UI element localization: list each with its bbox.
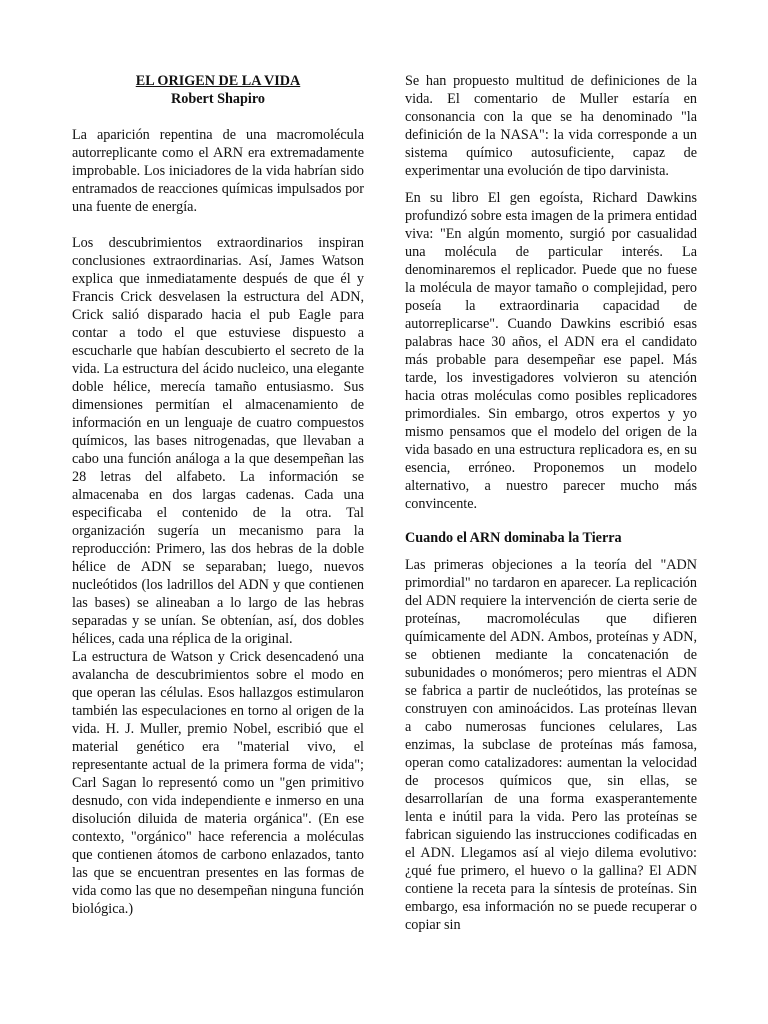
right-column	[405, 72, 697, 934]
paragraph-objections: Las primeras objeciones a la teoría del "ADN primordial" no tardaron en aparecer. La replicación del ADN requiere la intervención de cierta serie de proteínas, macromoléculas que difieren químicamente del ADN. Ambos, proteínas y ADN, se obtienen mediante la concatenación de subunidades o monómeros; pero mientras el ADN se fabrica a partir de nucleótidos, las proteínas se construyen con aminoácidos. Las proteínas llevan a cabo numerosas funciones celulares, Las enzimas, la subclase de proteínas más famosa, operan como catalizadores: aumentan la velocidad de procesos químicos que, sin ellas, se desarrollarían de una forma exasperantemente lenta e inútil para la vida. Pero las proteínas se fabrican siguiendo las instrucciones codificadas en el ADN. Llegamos así al viejo dilema evolutivo: ¿qué fue primero, el huevo o la gallina? El ADN contiene la receta para la síntesis de proteínas. Sin embargo, esa información no se puede recuperar o copiar sin	[405, 557, 697, 933]
paragraph-dawkins: En su libro El gen egoísta, Richard Dawkins profundizó sobre esta imagen de la primera entidad viva: "En algún momento, surgió por casualidad una molécula de particular interés. La denominaremos el replicador. Puede que no fuese la molécula de mayor tamaño o complejidad, pero poseía la extraordinaria capacidad de autorreplicarse". Cuando Dawkins escribió esas palabras hace 30 años, el ADN era el candidato más probable para desempeñar ese papel. Más tarde, los investigadores volvieron su atención hacia otras moléculas como posibles replicadores primordiales. Sin embargo, otros expertos y yo mismo pensamos que el modelo del origen de la vida basado en una estructura replicadora es, en su esencia, erróneo. Proponemos un modelo alternativo, a nuestro parecer mucho más convincente.	[405, 190, 697, 512]
paragraph-discoveries: Los descubrimientos extraordinarios inspiran conclusiones extraordinarias. Así, James Watson explica que inmediatamente después de que él y Francis Crick desvelasen la estructura del ADN, Crick salió disparado hacia el pub Eagle para contar a todo el que estuviese dispuesto a escucharle que habían descubierto el secreto de la vida. La estructura del ácido nucleico, una elegante doble hélice, merecía tamaño entusiasmo. Sus dimensiones permitían el almacenamiento de información en un lenguaje de cuatro compuestos químicos, las bases nitrogenadas, que llevaban a cabo una función análoga a la que desempeñan las 28 letras del alfabeto. La información se almacenaba en dos largas cadenas. Cada una especificaba el contenido de la otra. Tal organización sugería un mecanismo para la reproducción: Primero, las dos hebras de la doble hélice de ADN se separaban; luego, nuevos nucleótidos (los ladrillos del ADN y que contienen las bases) se alineaban a lo largo de las hebras separadas y se unían. Se obtenían, así, dos dobles hélices, cada una réplica de la original.	[72, 235, 364, 647]
paragraph-definitions: Se han propuesto multitud de definiciones de la vida. El comentario de Muller estaría en consonancia con la que se ha denominado "la definición de la NASA": la vida corresponde a un sistema químico autosuficiente, capaz de experimentar una evolución de tipo darvinista.	[405, 73, 697, 179]
paragraph-watson-crick: La estructura de Watson y Crick desencadenó una avalancha de descubrimientos sobre el modo en que operan las células. Esos hallazgos estimularon también las especulaciones en torno al origen de la vida. H. J. Muller, premio Nobel, escribió que el material genético era "material vivo, el representante actual de la primera forma de vida"; Carl Sagan lo representó como un "gen primitivo desnudo, con vida independiente e inmerso en una disolución diluida de materia orgánica". (En ese contexto, "orgánico" hace referencia a moléculas que contienen átomos de carbono enlazados, tanto las que se encuentran presentes en las formas de vida como las que no desempeñan ninguna función biológica.)	[72, 649, 364, 917]
document-title: EL ORIGEN DE LA VIDA	[135, 73, 301, 89]
title-spacer	[72, 108, 364, 126]
left-column	[72, 72, 364, 918]
section-heading: Cuando el ARN dominaba la Tierra	[405, 530, 622, 546]
paragraph-lead: La aparición repentina de una macromolécula autorreplicante como el ARN era extremadamente improbable. Los iniciadores de la vida habrían sido entramados de reacciones químicas impulsados por una fuente de energía.	[72, 127, 364, 215]
document-author: Robert Shapiro	[171, 91, 265, 107]
